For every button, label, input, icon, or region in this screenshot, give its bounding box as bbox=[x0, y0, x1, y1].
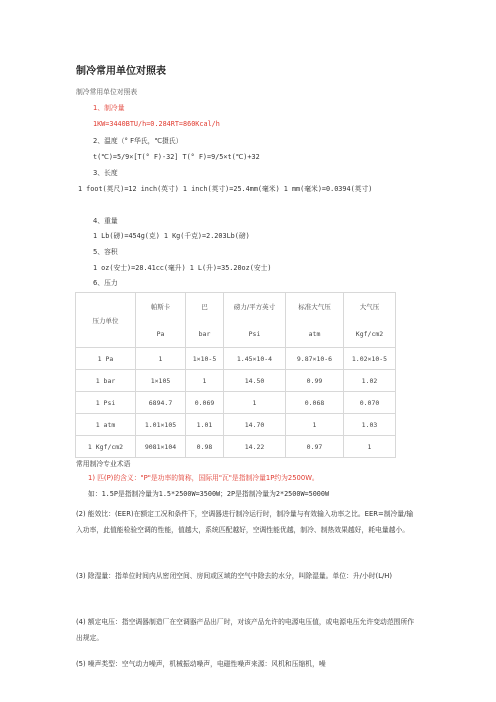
header-name: 大气压 bbox=[359, 303, 380, 311]
header-name: 标准大气压 bbox=[298, 303, 331, 311]
table-cell: 0.98 bbox=[186, 436, 224, 458]
pressure-header-row bbox=[76, 293, 396, 348]
table-cell: 0.070 bbox=[344, 392, 396, 414]
terms-heading: 常用制冷专业术语 bbox=[76, 460, 131, 468]
subtitle: 制冷常用单位对照表 bbox=[76, 88, 138, 96]
term-1-example: 如：1.5P是指制冷量为1.5*2500W=3500W；2P是指制冷量为2*2500W=5000W bbox=[88, 490, 330, 498]
table-cell: 1.01×105 bbox=[136, 414, 186, 436]
table-cell: 1 atm bbox=[76, 414, 136, 436]
table-cell: 1 Pa bbox=[76, 348, 136, 370]
table-cell: 9081×104 bbox=[136, 436, 186, 458]
table-cell: 1 bbox=[286, 414, 344, 436]
temperature-formula: t(℃)=5/9×[T(° F)-32] T(° F)=9/5×t(℃)+32 bbox=[93, 153, 260, 161]
table-cell: 1.02×10-5 bbox=[344, 348, 396, 370]
header-name: 磅力/平方英寸 bbox=[233, 303, 276, 311]
pressure-heading: 6、压力 bbox=[93, 279, 118, 287]
table-row bbox=[76, 370, 396, 392]
table-cell: 14.70 bbox=[224, 414, 286, 436]
term-2: (2) 能效比：(EER)在额定工况和条件下，空调器进行制冷运行时，制冷量与有效输入功率之比。EER=制冷量/输入功率，此值能检验空调的性能，值越大，系统匹配越好，空调性能优越，制冷、制热效果越好，耗电量越小。 bbox=[76, 510, 414, 534]
temperature-heading: 2、温度（° F华氏，℃摄氏） bbox=[93, 137, 183, 145]
header-cell bbox=[186, 293, 224, 348]
table-cell: 0.99 bbox=[286, 370, 344, 392]
corner-cell bbox=[76, 293, 136, 348]
table-cell: 1.02 bbox=[344, 370, 396, 392]
corner-label: 压力单位 bbox=[92, 316, 119, 325]
table-cell: 0.97 bbox=[286, 436, 344, 458]
table-cell: 0.069 bbox=[186, 392, 224, 414]
page-title: 制冷常用单位对照表 bbox=[76, 66, 166, 77]
table-cell: 1.45×10-4 bbox=[224, 348, 286, 370]
length-heading: 3、长度 bbox=[93, 169, 118, 177]
header-cell bbox=[224, 293, 286, 348]
length-formula: 1 foot(英尺)=12 inch(英寸) 1 inch(英寸)=25.4mm(毫米) 1 mm(毫米)=0.0394(英寸) bbox=[78, 185, 373, 193]
weight-formula: 1 Lb(磅)=454g(克) 1 Kg(千克)=2.203Lb(磅) bbox=[93, 232, 250, 240]
table-cell: 1×105 bbox=[136, 370, 186, 392]
header-unit: atm bbox=[308, 330, 321, 338]
table-cell: 14.22 bbox=[224, 436, 286, 458]
table-cell: 0.068 bbox=[286, 392, 344, 414]
table-cell: 9.87×10-6 bbox=[286, 348, 344, 370]
header-name: 巴 bbox=[201, 303, 208, 311]
cooling-heading: 1、制冷量 bbox=[93, 104, 125, 112]
table-row bbox=[76, 414, 396, 436]
header-cell bbox=[136, 293, 186, 348]
volume-formula: 1 oz(安士)=28.41cc(毫升) 1 L(升)=35.20oz(安士) bbox=[93, 264, 272, 272]
header-unit: Psi bbox=[248, 330, 261, 338]
table-cell: 6894.7 bbox=[136, 392, 186, 414]
table-cell: 1 bbox=[224, 392, 286, 414]
header-unit: bar bbox=[198, 330, 211, 338]
term-5: (5) 噪声类型：空气动力噪声，机械振动噪声，电磁性噪声来源：风机和压缩机，噪 bbox=[76, 660, 326, 668]
header-cell bbox=[286, 293, 344, 348]
table-cell: 1 Kgf/cm2 bbox=[76, 436, 136, 458]
table-cell: 1.01 bbox=[186, 414, 224, 436]
header-unit: Kgf/cm2 bbox=[355, 330, 384, 338]
term-1: 1) 匹(P)的含义："P"是功率的简称，国际用"瓦"是指制冷量1P约为2500W。 bbox=[88, 474, 319, 482]
weight-heading: 4、重量 bbox=[93, 217, 118, 225]
table-row bbox=[76, 348, 396, 370]
table-cell: 1 bbox=[344, 436, 396, 458]
table-row bbox=[76, 392, 396, 414]
table-cell: 1.03 bbox=[344, 414, 396, 436]
table-cell: 1 bbox=[186, 370, 224, 392]
header-name: 帕斯卡 bbox=[150, 303, 171, 311]
header-unit: Pa bbox=[156, 330, 165, 338]
table-cell: 1 Psi bbox=[76, 392, 136, 414]
term-3: (3) 除湿量：指单位时间内从密闭空间、房间或区域的空气中除去的水分，叫除湿量。单位：升/小时(L/H) bbox=[76, 572, 393, 580]
table-cell: 1×10-5 bbox=[186, 348, 224, 370]
table-cell: 1 bbox=[136, 348, 186, 370]
volume-heading: 5、容积 bbox=[93, 248, 118, 256]
table-row bbox=[76, 436, 396, 458]
cooling-formula: 1KW=3440BTU/h=0.284RT=860Kcal/h bbox=[93, 120, 220, 128]
table-cell: 14.50 bbox=[224, 370, 286, 392]
term-4: (4) 额定电压：指空调器制造厂在空调器产品出厂时，对该产品允许的电源电压值，或电源电压允许变动范围所作出规定。 bbox=[76, 618, 415, 642]
table-cell: 1 bar bbox=[76, 370, 136, 392]
pressure-table bbox=[75, 292, 396, 458]
header-cell bbox=[344, 293, 396, 348]
